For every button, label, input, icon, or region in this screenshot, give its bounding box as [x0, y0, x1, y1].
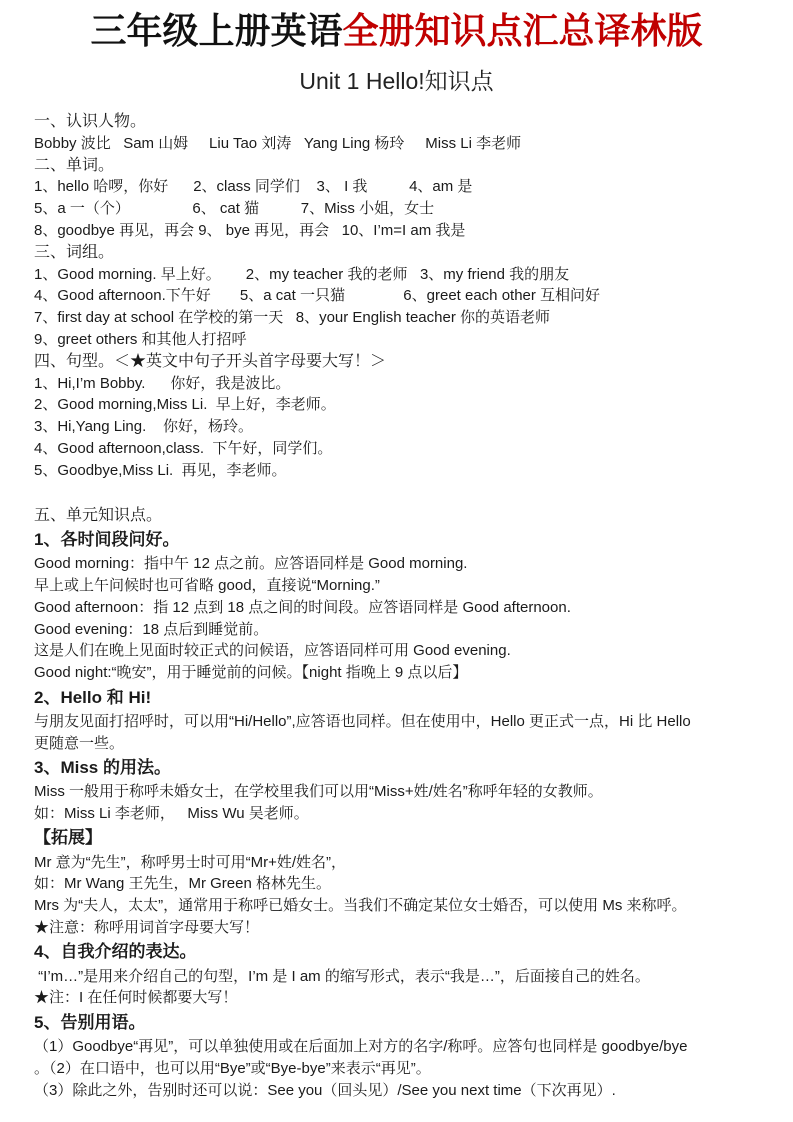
text-line: 1、Good morning. 早上好。 2、my teacher 我的老师 3、my friend 我的朋友 [34, 265, 570, 283]
unit-subtitle: Unit 1 Hello!知识点 [299, 68, 494, 95]
text-line: Good afternoon：指 12 点到 18 点之间的时间段。应答语同样是 Good afternoon. [34, 598, 571, 616]
text-line: 5、a 一（个） 6、 cat 猫 7、Miss 小姐，女士 [34, 200, 435, 218]
section-heading: 一、认识人物。 [34, 113, 147, 131]
text-line: （1）Goodbye“再见”，可以单独使用或在后面加上对方的名字/称呼。应答句也同样是 goodbye/bye [34, 1037, 688, 1055]
page-title-black: 三年级上册英语 [90, 10, 343, 51]
text-line: Good evening：18 点后到睡觉前。 [34, 620, 269, 638]
text-line: 7、first day at school 在学校的第一天 8、your English teacher 你的英语老师 [34, 309, 550, 327]
text-line: 9、greet others 和其他人打招呼 [34, 331, 247, 349]
text-line: Bobby 波比 Sam 山姆 Liu Tao 刘涛 Yang Ling 杨玲 Miss Li 李老师 [34, 134, 522, 152]
text-line: 1、Hi,I’m Bobby. 你好，我是波比。 [34, 374, 291, 392]
text-line: 4、Good afternoon,class. 下午好，同学们。 [34, 440, 333, 458]
text-line: Miss 一般用于称呼未婚女士，在学校里我们可以用“Miss+姓/姓名”称呼年轻的女教师。 [34, 783, 603, 801]
text-line: “I’m…”是用来介绍自己的句型，I’m 是 I am 的缩写形式，表示“我是…”，后面接自己的姓名。 [34, 967, 650, 985]
page-title [34, 8, 759, 54]
subsection-heading: 2、Hello 和 Hi! [34, 687, 152, 707]
spacer [34, 482, 759, 505]
section-heading: 三、词组。 [34, 243, 115, 261]
subsection-heading: 【拓展】 [34, 828, 102, 848]
subsection-heading: 3、Miss 的用法。 [34, 757, 171, 777]
text-line: Mrs 为“夫人，太太”，通常用于称呼已婚女士。当我们不确定某位女士婚否，可以使用 Ms 来称呼。 [34, 897, 687, 915]
text-line: 5、Goodbye,Miss Li. 再见，李老师。 [34, 461, 287, 479]
text-line: 4、Good afternoon.下午好 5、a cat 一只猫 6、greet each other 互相问好 [34, 287, 601, 305]
text-line: ★注意：称呼用词首字母要大写！ [34, 918, 260, 936]
subsection-heading: 1、各时间段问好。 [34, 529, 180, 549]
text-line: 与朋友见面打招呼时，可以用“Hi/Hello”,应答语也同样。但在使用中，Hello 更正式一点，Hi 比 Hello [34, 712, 691, 730]
text-line: 3、Hi,Yang Ling. 你好，杨玲。 [34, 418, 253, 436]
document-body [34, 111, 759, 1101]
section-heading: 五、单元知识点。 [34, 506, 163, 524]
text-line: ★注：I 在任何时候都要大写！ [34, 989, 238, 1007]
text-line: 。（2）在口语中，也可以用“Bye”或“Bye-bye”来表示“再见”。 [34, 1059, 431, 1077]
text-line: 8、goodbye 再见，再会 9、 bye 再见，再会 10、I’m=I am 我是 [34, 222, 466, 240]
subsection-heading: 5、告别用语。 [34, 1012, 146, 1032]
text-line: 更随意一些。 [34, 734, 125, 752]
text-line: 这是人们在晚上见面时较正式的问候语，应答语同样可用 Good evening. [34, 642, 511, 660]
text-line: 2、Good morning,Miss Li. 早上好，李老师。 [34, 396, 336, 414]
text-line: Mr 意为“先生”，称呼男士时可用“Mr+姓/姓名”， [34, 853, 347, 871]
text-line: 早上或上午问候时也可省略 good，直接说“Morning.” [34, 577, 380, 595]
page-title-red: 全册知识点汇总译林版 [342, 10, 703, 51]
text-line: Good night:“晚安”，用于睡觉前的问候。【night 指晚上 9 点以后】 [34, 664, 468, 682]
section-heading: 四、句型。＜★英文中句子开头首字母要大写！＞ [34, 352, 387, 370]
text-line: 如：Miss Li 李老师， Miss Wu 吴老师。 [34, 804, 309, 822]
text-line: Good morning：指中午 12 点之前。应答语同样是 Good morning. [34, 555, 468, 573]
text-line: （3）除此之外，告别时还可以说：See you（回头见）/See you next time（下次再见）. [34, 1081, 616, 1099]
subsection-heading: 4、自我介绍的表达。 [34, 942, 197, 962]
section-heading: 二、单词。 [34, 156, 115, 174]
text-line: 1、hello 哈啰，你好 2、class 同学们 3、 I 我 4、am 是 [34, 178, 473, 196]
text-line: 如：Mr Wang 王先生，Mr Green 格林先生。 [34, 875, 331, 893]
